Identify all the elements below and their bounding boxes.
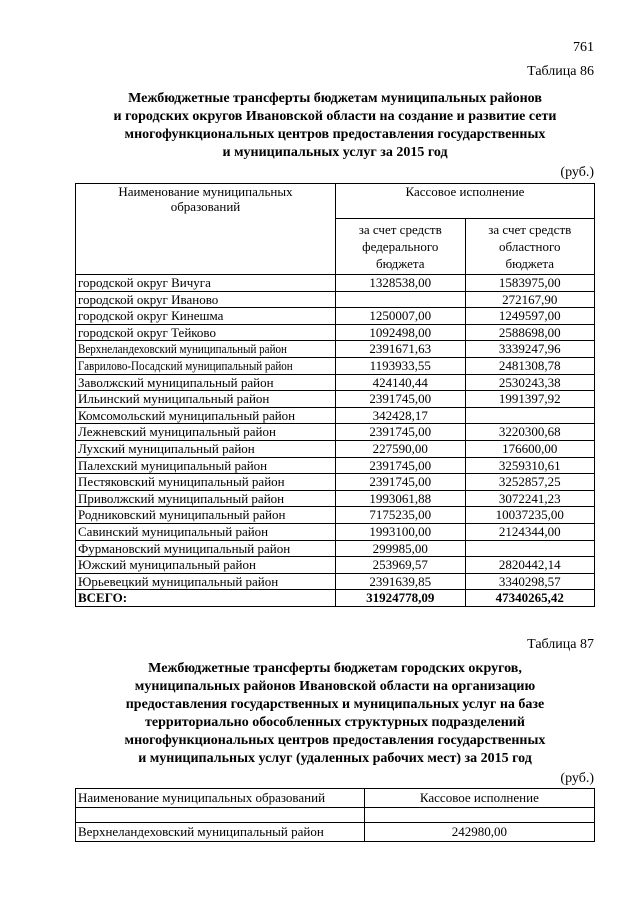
- row-regional: 3072241,23: [465, 490, 594, 507]
- table-row: [76, 440, 595, 457]
- table-row: [76, 424, 595, 441]
- row-name-text: Верхнеландеховский муниципальный район: [78, 341, 287, 357]
- row-regional: [465, 407, 594, 424]
- table-86-label: Таблица 86: [527, 64, 594, 79]
- row-name: Комсомольский муниципальный район: [76, 407, 336, 424]
- row-name: Лежневский муниципальный район: [76, 424, 336, 441]
- table-row: [76, 523, 595, 540]
- total-label: ВСЕГО:: [76, 590, 336, 607]
- row-federal: 1993061,88: [335, 490, 465, 507]
- row-federal: 1250007,00: [335, 308, 465, 325]
- row-name: Палехский муниципальный район: [76, 457, 336, 474]
- header-execution: Кассовое исполнение: [364, 789, 594, 808]
- row-name: Юрьевецкий муниципальный район: [76, 573, 336, 590]
- row-name: Родниковский муниципальный район: [76, 507, 336, 524]
- row-regional: 2588698,00: [465, 324, 594, 341]
- row-name: Южский муниципальный район: [76, 557, 336, 574]
- header-name: Наименование муниципальных образований: [76, 184, 336, 275]
- table-87-label: Таблица 87: [527, 637, 594, 652]
- table-row: [76, 490, 595, 507]
- title-line: Межбюджетные трансферты бюджетам городских округов,: [148, 661, 522, 676]
- total-regional: 47340265,42: [465, 590, 594, 607]
- row-name: городской округ Тейково: [76, 324, 336, 341]
- header-federal: за счет средств федерального бюджета: [335, 219, 465, 275]
- table-row: [76, 540, 595, 557]
- row-name: [76, 357, 336, 374]
- table-row: [76, 357, 595, 374]
- row-regional: [465, 540, 594, 557]
- table-row: [76, 341, 595, 358]
- row-federal: 342428,17: [335, 407, 465, 424]
- table-row: [76, 308, 595, 325]
- row-regional: 3340298,57: [465, 573, 594, 590]
- row-regional: 3220300,68: [465, 424, 594, 441]
- spacer-cell: [76, 808, 365, 823]
- table-row: [76, 507, 595, 524]
- row-federal: 1193933,55: [335, 357, 465, 374]
- header-name: Наименование муниципальных образований: [76, 789, 365, 808]
- row-name: Приволжский муниципальный район: [76, 490, 336, 507]
- row-federal: 1328538,00: [335, 275, 465, 292]
- table-row: [76, 573, 595, 590]
- row-name: Заволжский муниципальный район: [76, 374, 336, 391]
- row-federal: [335, 291, 465, 308]
- table-row: [76, 275, 595, 292]
- table-row: [76, 557, 595, 574]
- row-federal: 1092498,00: [335, 324, 465, 341]
- title-line: и муниципальных услуг (удаленных рабочих мест) за 2015 год: [138, 751, 532, 766]
- table-row: [76, 823, 595, 842]
- table-87-unit: (руб.): [560, 771, 594, 786]
- row-name-text: Гаврилово-Посадский муниципальный район: [78, 357, 293, 373]
- row-federal: 424140,44: [335, 374, 465, 391]
- row-value: 242980,00: [364, 823, 594, 842]
- row-name: Лухский муниципальный район: [76, 440, 336, 457]
- row-regional: 1583975,00: [465, 275, 594, 292]
- row-name: городской округ Иваново: [76, 291, 336, 308]
- row-name: Савинский муниципальный район: [76, 523, 336, 540]
- row-federal: 7175235,00: [335, 507, 465, 524]
- row-name: Пестяковский муниципальный район: [76, 474, 336, 491]
- table-row: [76, 474, 595, 491]
- row-federal: 227590,00: [335, 440, 465, 457]
- row-regional: 3339247,96: [465, 341, 594, 358]
- table-row: [76, 291, 595, 308]
- table-row: [76, 407, 595, 424]
- title-line: и муниципальных услуг за 2015 год: [222, 145, 448, 160]
- table-row: [76, 324, 595, 341]
- title-line: и городских округов Ивановской области на создание и развитие сети: [113, 109, 557, 124]
- row-regional: 2124344,00: [465, 523, 594, 540]
- table-row: [76, 391, 595, 408]
- table-86-title: [70, 90, 600, 162]
- title-line: многофункциональных центров предоставления государственных: [124, 733, 546, 748]
- row-regional: 10037235,00: [465, 507, 594, 524]
- row-regional: 1991397,92: [465, 391, 594, 408]
- row-name: Верхнеландеховский муниципальный район: [76, 823, 365, 842]
- row-name: городской округ Кинешма: [76, 308, 336, 325]
- title-line: предоставления государственных и муниципальных услуг на базе: [125, 697, 545, 712]
- row-regional: 1249597,00: [465, 308, 594, 325]
- row-regional: 176600,00: [465, 440, 594, 457]
- row-name: Фурмановский муниципальный район: [76, 540, 336, 557]
- row-federal: 1993100,00: [335, 523, 465, 540]
- row-regional: 2530243,38: [465, 374, 594, 391]
- row-federal: 2391745,00: [335, 457, 465, 474]
- title-line: многофункциональных центров предоставления государственных: [124, 127, 546, 142]
- row-regional: 3252857,25: [465, 474, 594, 491]
- row-federal: 2391639,85: [335, 573, 465, 590]
- row-federal: 2391745,00: [335, 424, 465, 441]
- table-87: [75, 788, 595, 842]
- title-line: Межбюджетные трансферты бюджетам муниципальных районов: [128, 91, 542, 106]
- row-federal: 2391745,00: [335, 391, 465, 408]
- row-name: Ильинский муниципальный район: [76, 391, 336, 408]
- table-86: [75, 183, 595, 607]
- row-name: городской округ Вичуга: [76, 275, 336, 292]
- spacer-cell: [364, 808, 594, 823]
- row-regional: 272167,90: [465, 291, 594, 308]
- header-execution: Кассовое исполнение: [335, 184, 594, 219]
- table-row: [76, 374, 595, 391]
- total-federal: 31924778,09: [335, 590, 465, 607]
- table-86-unit: (руб.): [560, 165, 594, 180]
- row-regional: 2481308,78: [465, 357, 594, 374]
- row-regional: 2820442,14: [465, 557, 594, 574]
- row-federal: 2391745,00: [335, 474, 465, 491]
- row-federal: 2391671,63: [335, 341, 465, 358]
- row-name: [76, 341, 336, 358]
- row-federal: 253969,57: [335, 557, 465, 574]
- table-87-title: [70, 660, 600, 768]
- title-line: территориально обособленных структурных подразделений: [145, 715, 525, 730]
- row-regional: 3259310,61: [465, 457, 594, 474]
- page-number: 761: [573, 40, 594, 55]
- header-regional: за счет средств областного бюджета: [465, 219, 594, 275]
- total-row: [76, 590, 595, 607]
- row-federal: 299985,00: [335, 540, 465, 557]
- title-line: муниципальных районов Ивановской области на организацию: [134, 679, 536, 694]
- table-row: [76, 457, 595, 474]
